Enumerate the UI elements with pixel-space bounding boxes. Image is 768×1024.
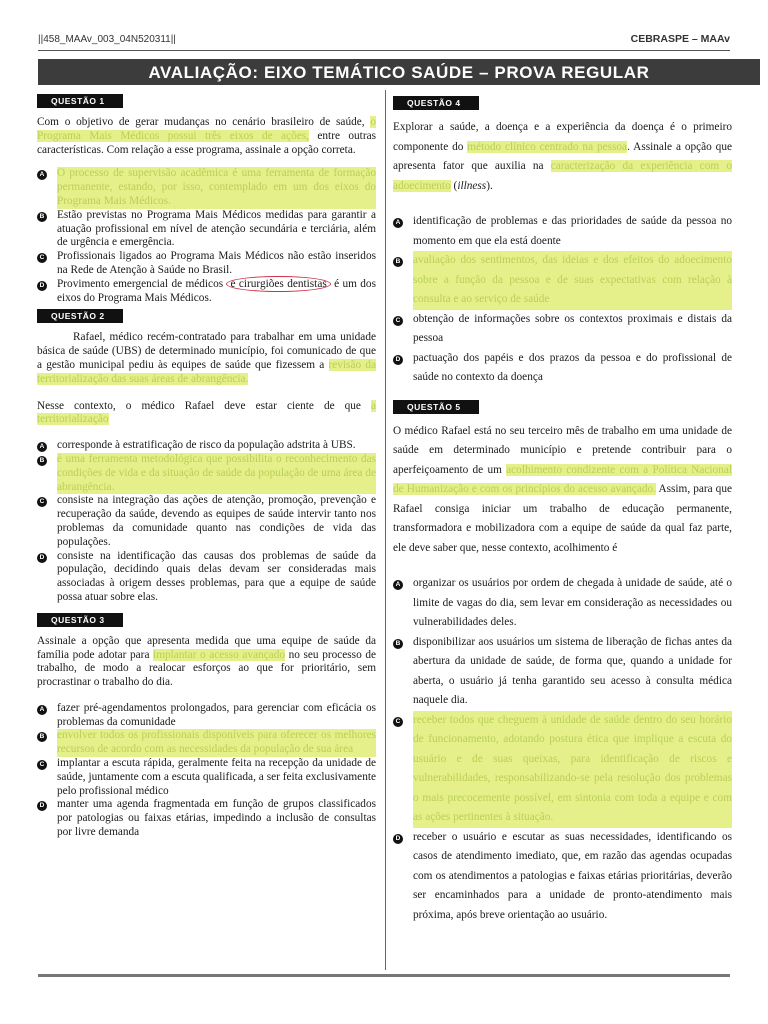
option-letter-icon: A <box>37 442 47 452</box>
question-stem-2: Nesse contexto, o médico Rafael deve estar ciente de que a territorialização <box>37 399 376 426</box>
highlight: revisão da territorialização das suas áreas de abrangência. <box>37 358 377 385</box>
option-b[interactable] <box>393 633 732 711</box>
option-text: receber o usuário e escutar as suas necessidades, identificando os casos de atendimento imediato, que, em razão das agendas ocupadas com os atendimentos a patologias e faixas etárias prioritárias, deverão ser encaminhados para a unidade de pronto-atendimento mais próxima, após breve orientação ao usuário. <box>413 830 732 921</box>
option-b[interactable] <box>37 453 376 494</box>
option-c[interactable] <box>37 494 376 549</box>
option-c[interactable] <box>37 250 376 278</box>
option-text: receber todos que cheguem à unidade de saúde dentro do seu horário de funcionamento, adotando postura ética que implique a escuta do usuário e de suas queixas, para identificação de riscos e vulnerabilidades, responsabilizando-se pela resolução dos problemas o mais precocemente possível, em sintonia com toda a equipe e com as ações pertinentes à situação. <box>413 711 732 828</box>
option-text: consiste na integração das ações de atenção, promoção, prevenção e recuperação da saúde, devendo as equipes de saúde intervir tanto nos problemas da comunidade quanto nas condições de vida das populações. <box>57 494 376 548</box>
question-stem: Assinale a opção que apresenta medida que uma equipe de saúde da família pode adotar para implantar o acesso avançado no seu processo de trabalho, de modo a realocar esforços ao que for prioritário, sem procrastinar o trabalho do dia. <box>37 634 377 689</box>
question-5 <box>393 398 732 926</box>
option-text: fazer pré-agendamentos prolongados, para gerenciar com eficácia os problemas da comunidade <box>57 701 376 728</box>
option-a[interactable] <box>393 212 732 251</box>
footer-rule <box>38 974 730 977</box>
option-text: Provimento emergencial de médicos e cirurgiões dentistas é um dos eixos do Programa Mais Médicos. <box>57 277 376 304</box>
question-stem: Explorar a saúde, a doença e a experiência da doença é o primeiro componente do método clínico centrado na pessoa. Assinale a opção que apresenta fator que auxilia na caracterização da experiência com o adoecimento (illness). <box>393 121 732 192</box>
option-text: Estão previstas no Programa Mais Médicos medidas para garantir a atuação profissional em nível de atenção secundária e terciária, além de urgência e emergência. <box>57 208 376 249</box>
option-text: consiste na identificação das causas dos problemas de saúde da população, decidindo quais delas devam ser consideradas mais associadas à origem desses problemas, para que a equipe de saúde possa atuar sobre elas. <box>57 549 376 603</box>
question-2 <box>37 309 376 604</box>
option-a[interactable] <box>37 702 376 730</box>
column-divider <box>385 90 386 970</box>
option-c[interactable] <box>37 757 376 798</box>
option-letter-icon: D <box>37 281 47 291</box>
option-text: disponibilizar aos usuários um sistema de liberação de fichas antes da abertura da unidade de saúde, de forma que, quando a unidade for aberta, o usuário já tenha garantido seu acesso à consulta médica naquele dia. <box>413 635 732 706</box>
option-c[interactable] <box>393 310 732 349</box>
question-1 <box>37 94 376 305</box>
exam-board: CEBRASPE – MAAv <box>630 33 730 45</box>
option-text: O processo de supervisão acadêmica é uma ferramenta de formação permanente, estando, por isso, contemplado em um dos eixos do Programa Mais Médicos. <box>57 167 376 207</box>
option-letter-icon: D <box>393 355 403 365</box>
option-d[interactable] <box>393 828 732 926</box>
option-text: corresponde à estratificação de risco da população adstrita à UBS. <box>57 439 356 452</box>
document-code: ||458_MAAv_003_04N520311|| <box>38 34 176 45</box>
highlight: o Programa Mais Médicos possui três eixos de ações, <box>37 116 376 142</box>
question-stem: O médico Rafael está no seu terceiro mês de trabalho em uma unidade de saúde em determinado município e pretende contribuir para o aperfeiçoamento de um acolhimento condizente com a Política Nacional de Humanização e com os princípios do acesso avançado. Assim, para que Rafael consiga iniciar um trabalho de educação permanente, transformadora e mobilizadora com a equipe de saúde da qual faz parte, ele deve saber que, nesse contexto, acolhimento é <box>393 424 732 554</box>
option-letter-icon: D <box>37 553 47 563</box>
option-text: identificação de problemas e das prioridades de saúde da pessoa no momento em que ela está doente <box>413 215 732 247</box>
header-rule <box>38 50 730 51</box>
option-text: manter uma agenda fragmentada em função de grupos classificados por patologias ou faixas etárias, impedindo a inclusão de consultas por livre demanda <box>57 798 376 839</box>
option-letter-icon: C <box>393 316 403 326</box>
option-d[interactable] <box>37 278 376 306</box>
option-letter-icon: C <box>37 253 47 263</box>
option-text: organizar os usuários por ordem de chegada à unidade de saúde, até o limite de vagas do dia, sem levar em consideração as necessidades ou vulnerabilidades deles. <box>413 577 732 628</box>
option-letter-icon: B <box>393 639 403 649</box>
option-d[interactable] <box>393 349 732 388</box>
highlight: a territorialização <box>37 399 376 426</box>
option-letter-icon: C <box>37 760 47 770</box>
right-column <box>393 94 732 925</box>
option-text: envolver todos os profissionais disponíveis para oferecer os melhores recursos de acordo com as necessidades da população de sua área <box>57 729 376 756</box>
option-text: avaliação dos sentimentos, das ideias e dos efeitos do adoecimento sobre a função da pessoa e de suas expectativas com relação à consulta e ao serviço de saúde <box>413 251 732 310</box>
option-letter-icon: B <box>37 212 47 222</box>
option-b[interactable] <box>393 251 732 310</box>
option-letter-icon: A <box>37 170 47 180</box>
question-label: QUESTÃO 5 <box>393 400 479 414</box>
option-b[interactable] <box>37 209 376 250</box>
page-title: AVALIAÇÃO: EIXO TEMÁTICO SAÚDE – PROVA REGULAR <box>38 59 760 85</box>
circled-annotation: e cirurgiões dentistas <box>226 276 330 292</box>
question-4 <box>393 94 732 388</box>
option-letter-icon: C <box>393 717 403 727</box>
option-letter-icon: B <box>37 456 47 466</box>
option-d[interactable] <box>37 798 376 839</box>
option-letter-icon: A <box>37 705 47 715</box>
option-text: Profissionais ligados ao Programa Mais Médicos não estão inseridos na Rede de Atenção à Saúde no Brasil. <box>57 250 376 276</box>
question-stem: Rafael, médico recém-contratado para trabalhar em uma unidade básica de saúde (UBS) de determinado município, foi comunicado de que a gestão municipal pediu às equipes de saúde que fizessem a revisão da territorialização das suas áreas de abrangência. <box>37 331 377 385</box>
question-label: QUESTÃO 1 <box>37 94 123 108</box>
option-text: implantar a escuta rápida, geralmente feita na recepção da unidade de saúde, juntamente com a escuta qualificada, a ser feita exclusivamente pelo profissional médico <box>57 757 376 797</box>
option-letter-icon: B <box>393 257 403 267</box>
option-letter-icon: D <box>37 801 47 811</box>
question-stem: Com o objetivo de gerar mudanças no cenário brasileiro de saúde, o Programa Mais Médicos possui três eixos de ações, entre outras características. Com relação a esse programa, assinale a opção correta. <box>37 116 376 156</box>
option-a[interactable] <box>393 574 732 633</box>
left-column <box>37 94 376 840</box>
option-letter-icon: C <box>37 497 47 507</box>
highlight: caracterização da experiência com o adoecimento <box>393 160 732 192</box>
option-letter-icon: B <box>37 732 47 742</box>
highlight: método clínico centrado na pessoa <box>467 140 628 153</box>
option-letter-icon: A <box>393 580 403 590</box>
question-3 <box>37 613 376 840</box>
option-d[interactable] <box>37 550 376 605</box>
option-letter-icon: D <box>393 834 403 844</box>
option-letter-icon: A <box>393 218 403 228</box>
option-c[interactable] <box>393 711 732 828</box>
option-text: pactuação dos papéis e dos prazos da pessoa e do profissional de saúde no contexto da doença <box>413 351 732 383</box>
question-label: QUESTÃO 2 <box>37 309 123 323</box>
question-label: QUESTÃO 4 <box>393 96 479 110</box>
highlight: acolhimento condizente com a Política Nacional de Humanização e com os princípios do acesso avançado. <box>393 463 732 495</box>
option-text: obtenção de informações sobre os contextos proximais e distais da pessoa <box>413 312 732 344</box>
highlight: implantar o acesso avançado <box>153 648 285 661</box>
option-b[interactable] <box>37 729 376 757</box>
option-a[interactable] <box>37 167 376 208</box>
option-text: é uma ferramenta metodológica que possibilita o reconhecimento das condições de vida e da situação de saúde da população de uma área de abrangência. <box>57 452 376 493</box>
option-a[interactable] <box>37 439 376 453</box>
question-label: QUESTÃO 3 <box>37 613 123 627</box>
